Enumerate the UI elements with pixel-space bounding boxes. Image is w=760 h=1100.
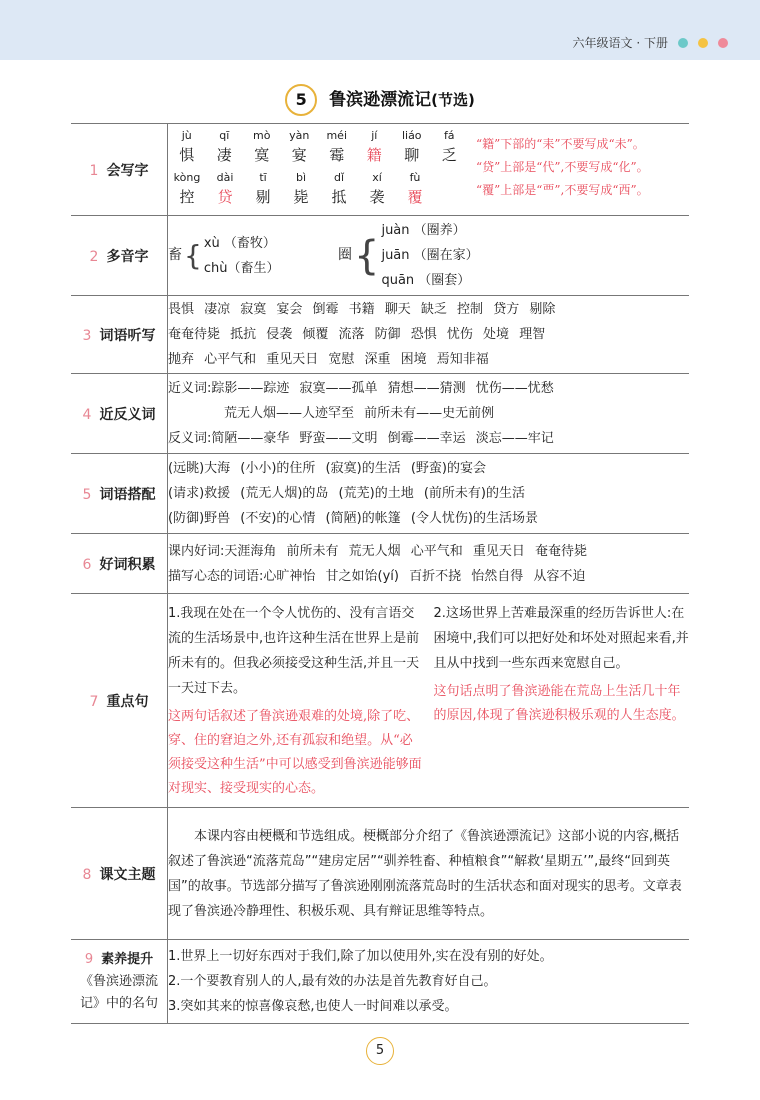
dot-teal bbox=[678, 38, 688, 48]
study-table bbox=[71, 123, 689, 1024]
char-cell bbox=[320, 171, 358, 211]
pinyin: yàn bbox=[289, 128, 310, 142]
char-cell bbox=[281, 129, 319, 169]
pinyin: jí bbox=[371, 128, 378, 142]
row-label: 会写字 bbox=[106, 162, 149, 179]
pinyin: mò bbox=[253, 128, 271, 142]
polyphone-char: 畜 bbox=[168, 247, 182, 263]
pinyin: liáo bbox=[401, 128, 422, 142]
key-sentence-2: 2.这场世界上苦难最深重的经历告诉世人:在困境中,我们可以把好处和坏处对照起来看,并且从中找到一些东西来宽慰自己。 这句话点明了鲁滨逊能在荒岛上生活几十年的原因,体现了鲁滨逊积极乐观的人生态度。 bbox=[433, 605, 689, 723]
hanzi: 宴 bbox=[291, 145, 307, 164]
char-cell bbox=[431, 129, 469, 169]
dot-pink bbox=[718, 38, 728, 48]
hanzi: 惧 bbox=[179, 145, 195, 164]
hanzi: 毙 bbox=[293, 187, 309, 206]
key-sentence-1: 1.我现在处在一个令人忧伤的、没有言语交流的生活场景中,也许这种生活在世界上是前所未有的。但我必须接受这种生活,并且一天一天过下去。 这两句话叙述了鲁滨逊艰难的处境,除了吃、穿、住的窘迫之外,还有孤寂和绝望。从“必须接受这种生活”中可以感受到鲁滨逊能够面对现实、接受现实的心态。 bbox=[168, 605, 422, 796]
row-vocab: 6 好词积累 课内好词:天涯海角 前所未有 荒无人烟 心平气和 重见天日 奄奄待毙 描写心态的词语:心旷神怡 甘之如饴(yí) 百折不挠 怡然自得 从容不迫 bbox=[71, 534, 689, 594]
pinyin: xí bbox=[372, 170, 382, 184]
pinyin: tī bbox=[259, 170, 267, 184]
hanzi: 籍 bbox=[366, 145, 382, 164]
hanzi: 抵 bbox=[331, 187, 347, 206]
row-key-sentences: 7 重点句 1.我现在处在一个令人忧伤的、没有言语交流的生活场景中,也许这种生活在世界上是前所未有的。但我必须接受这种生活,并且一天一天过下去。 这两句话叙述了鲁滨逊艰难的处境,除了吃、穿、住的窘迫之外,还有孤寂和绝望。从“必须接受这种生活”中可以感受到鲁滨逊能够面对现实、接受现实的心态。 2.这场世界上苦难最深重的经历告诉世人:在困境中,我们可以把好处和坏处对照起来看,并且从中找到一些东西来宽慰自己。 这句话点明了鲁滨逊能在荒岛上生活几十年的原因,体现了鲁滨逊积极乐观的人生态度。 bbox=[71, 594, 689, 808]
dot-yellow bbox=[698, 38, 708, 48]
hanzi: 霉 bbox=[329, 145, 345, 164]
polyphone-char: 圈 bbox=[338, 247, 352, 263]
hanzi: 剔 bbox=[255, 187, 271, 206]
writing-chars bbox=[168, 129, 468, 211]
row-quotes: 9 素养提升 《鲁滨逊漂流记》中的名句 1.世界上一切好东西对于我们,除了加以使用外,实在没有别的好处。 2.一个要教育别人的人,最有效的办法是首先教育好自己。 3.突如其来的惊喜像哀愁,也使人一时间难以承受。 bbox=[71, 940, 689, 1024]
book-label: 六年级语文 · 下册 bbox=[572, 36, 668, 50]
lesson-title bbox=[0, 84, 760, 116]
row-collocation: 5 词语搭配 (远眺)大海 (小小)的住所 (寂寞)的生活 (野蛮)的宴会 (请求)救援 (荒无人烟)的岛 (荒芜)的土地 (前所未有)的生活 (防御)野兽 (不安)的心情 (简陋)的帐篷 (令人忧伤)的生活场景 bbox=[71, 454, 689, 534]
row-synonyms: 4 近反义词 近义词:踪影——踪迹 寂寞——孤单 猜想——猜测 忧伤——忧愁 荒无人烟——人迹罕至 前所未有——史无前例 反义词:简陋——豪华 野蛮——文明 倒霉——幸运 淡忘——牢记 bbox=[71, 374, 689, 454]
header-bar bbox=[0, 0, 760, 60]
hanzi: 寞 bbox=[254, 145, 270, 164]
page-number: 5 bbox=[366, 1037, 394, 1065]
lesson-subtitle: (节选) bbox=[431, 91, 475, 109]
char-cell bbox=[318, 129, 356, 169]
writing-notes: “籍”下部的“耒”不要写成“未”。 “贷”上部是“代”,不要写成“化”。 “覆”上部是“覀”,不要写成“西”。 bbox=[476, 136, 649, 197]
char-cell bbox=[282, 171, 320, 211]
char-cell bbox=[393, 129, 431, 169]
char-cell bbox=[358, 171, 396, 211]
hanzi: 乏 bbox=[441, 145, 457, 164]
char-cell bbox=[243, 129, 281, 169]
char-cell bbox=[206, 129, 244, 169]
pinyin: qī bbox=[219, 128, 230, 142]
pinyin: dǐ bbox=[333, 170, 345, 184]
char-cell bbox=[206, 171, 244, 211]
pinyin: kòng bbox=[173, 170, 201, 184]
row-dictation: 3 词语听写 畏惧 凄凉 寂寞 宴会 倒霉 书籍 聊天 缺乏 控制 贷方 剔除 奄奄待毙 抵抗 侵袭 倾覆 流落 防御 恐惧 忧伤 处境 理智 抛弃 心平气和 重见天日 宽慰 深重 困境 焉知非福 bbox=[71, 296, 689, 374]
row-polyphone: 2 多音字 畜 { xù （畜牧） chù（畜生） 圈 { juàn （圈养） juān （圈在家） quān （圈套） bbox=[71, 216, 689, 296]
hanzi: 控 bbox=[179, 187, 195, 206]
row-writing: 1 会写字 jù 惧 qī 凄 mò 寞 yàn 宴 méi 霉 jí 籍 liáo 聊 fá 乏 kòng 控 dài 贷 tī 剔 bì 毙 dǐ 抵 xí 袭 fù 覆 “籍”下部的“耒”不要写成“未”。 “贷”上部是“代”,不要写成“化”。 “覆”上部是“覀”,不要写成“西”。 bbox=[71, 124, 689, 216]
char-cell bbox=[168, 129, 206, 169]
pinyin: dài bbox=[216, 170, 234, 184]
pinyin: méi bbox=[326, 128, 348, 142]
hanzi: 聊 bbox=[404, 145, 420, 164]
char-cell bbox=[356, 129, 394, 169]
char-cell bbox=[168, 171, 206, 211]
hanzi: 覆 bbox=[407, 187, 423, 206]
char-cell bbox=[396, 171, 434, 211]
lesson-name: 鲁滨逊漂流记 bbox=[329, 90, 432, 110]
char-cell bbox=[244, 171, 282, 211]
pinyin: fù bbox=[409, 170, 421, 184]
pinyin: bì bbox=[295, 170, 307, 184]
hanzi: 袭 bbox=[369, 187, 385, 206]
row-theme: 8 课文主题 本课内容由梗概和节选组成。梗概部分介绍了《鲁滨逊漂流记》这部小说的内容,概括叙述了鲁滨逊“流落荒岛”“建房定居”“驯养牲畜、种植粮食”“解救‘星期五’”,最终“回到英国”的故事。节选部分描写了鲁滨逊刚刚流落荒岛时的生活状态和面对现实的思考。文章表现了鲁滨逊冷静理性、积极乐观、具有辩证思维等特点。 bbox=[71, 808, 689, 940]
pinyin: jù bbox=[181, 128, 192, 142]
lesson-number: 5 bbox=[285, 84, 317, 116]
pinyin: fá bbox=[443, 128, 455, 142]
hanzi: 贷 bbox=[217, 187, 233, 206]
hanzi: 凄 bbox=[216, 145, 232, 164]
